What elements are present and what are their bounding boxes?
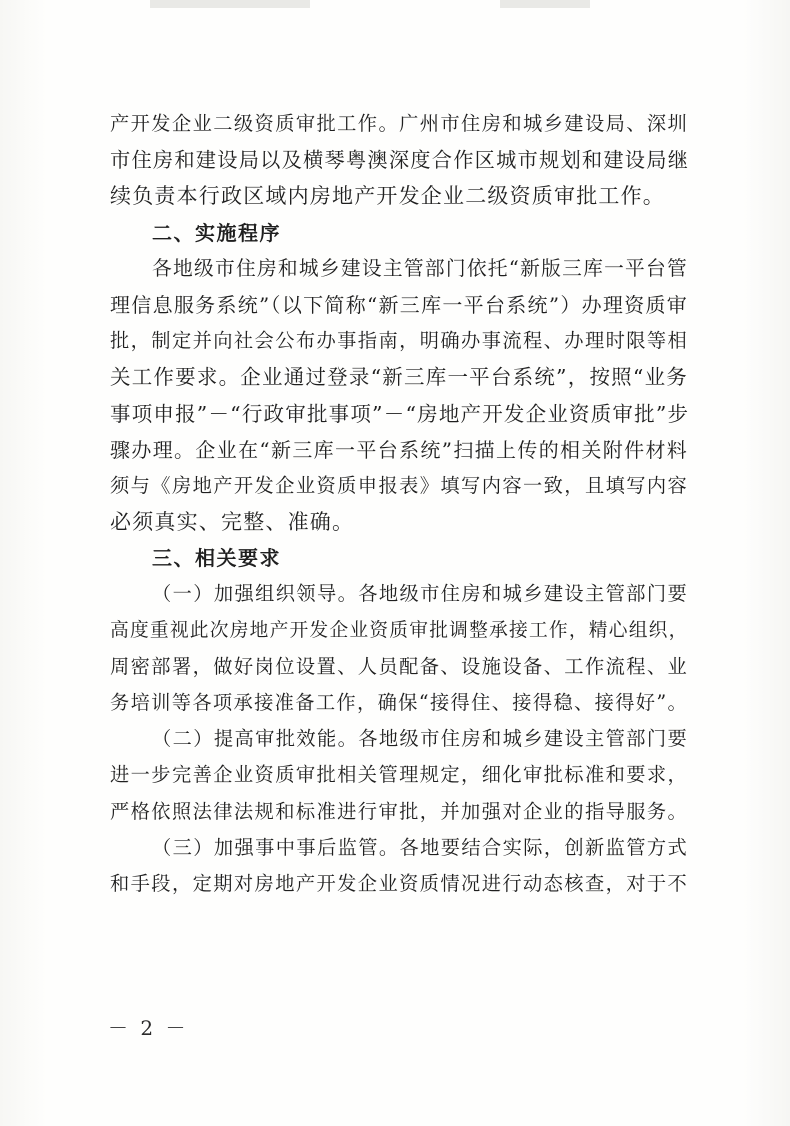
paragraph-line: 骤办理。企业在“新三库一平台系统”扫描上传的相关附件材料 bbox=[110, 437, 688, 462]
paragraph-line: 续负责本行政区域内房地产开发企业二级资质审批工作。 bbox=[110, 184, 665, 209]
scan-artifact bbox=[150, 0, 310, 8]
paragraph-line: 进一步完善企业资质审批相关管理规定，细化审批标准和要求， bbox=[110, 763, 688, 787]
paragraph-line: 理信息服务系统”（以下简称“新三库一平台系统”）办理资质审 bbox=[110, 292, 688, 317]
paragraph-line: （三）加强事中事后监管。各地要结合实际，创新监管方式 bbox=[152, 835, 688, 859]
paragraph-line: 必须真实、完整、准确。 bbox=[110, 510, 355, 535]
paragraph-line: 须与《房地产开发企业资质申报表》填写内容一致，且填写内容 bbox=[110, 473, 688, 497]
paragraph-line: 关工作要求。企业通过登录“新三库一平台系统”，按照“业务 bbox=[110, 365, 688, 390]
paragraph-line: 批，制定并向社会公布办事指南，明确办事流程、办理时限等相 bbox=[110, 329, 688, 353]
paragraph-line: 周密部署，做好岗位设置、人员配备、设施设备、工作流程、业 bbox=[110, 654, 688, 678]
paragraph-line: 市住房和建设局以及横琴粤澳深度合作区城市规划和建设局继 bbox=[110, 148, 690, 173]
paragraph-line: 高度重视此次房地产开发企业资质审批调整承接工作，精心组织， bbox=[110, 619, 689, 641]
paragraph-line: （二）提高审批效能。各地级市住房和城乡建设主管部门要 bbox=[152, 727, 688, 751]
paragraph-line: 和手段，定期对房地产开发企业资质情况进行动态核查，对于不 bbox=[110, 871, 688, 895]
paragraph-line: 事项申报”－“行政审批事项”－“房地产开发企业资质审批”步 bbox=[110, 401, 690, 426]
document-body bbox=[110, 106, 688, 902]
section-heading: 三、相关要求 bbox=[152, 546, 281, 571]
paragraph-line: 严格依照法律法规和标准进行审批，并加强对企业的指导服务。 bbox=[110, 799, 688, 823]
paragraph-line: （一）加强组织领导。各地级市住房和城乡建设主管部门要 bbox=[152, 582, 688, 606]
scan-artifact bbox=[500, 0, 590, 8]
paragraph-line: 各地级市住房和城乡建设主管部门依托“新版三库一平台管 bbox=[152, 256, 688, 280]
section-heading: 二、实施程序 bbox=[152, 220, 281, 245]
page-number: － 2 － bbox=[108, 1016, 189, 1040]
paragraph-line: 产开发企业二级资质审批工作。广州市住房和城乡建设局、深圳 bbox=[110, 112, 688, 135]
paragraph-line: 务培训等各项承接准备工作，确保“接得住、接得稳、接得好”。 bbox=[110, 691, 688, 714]
